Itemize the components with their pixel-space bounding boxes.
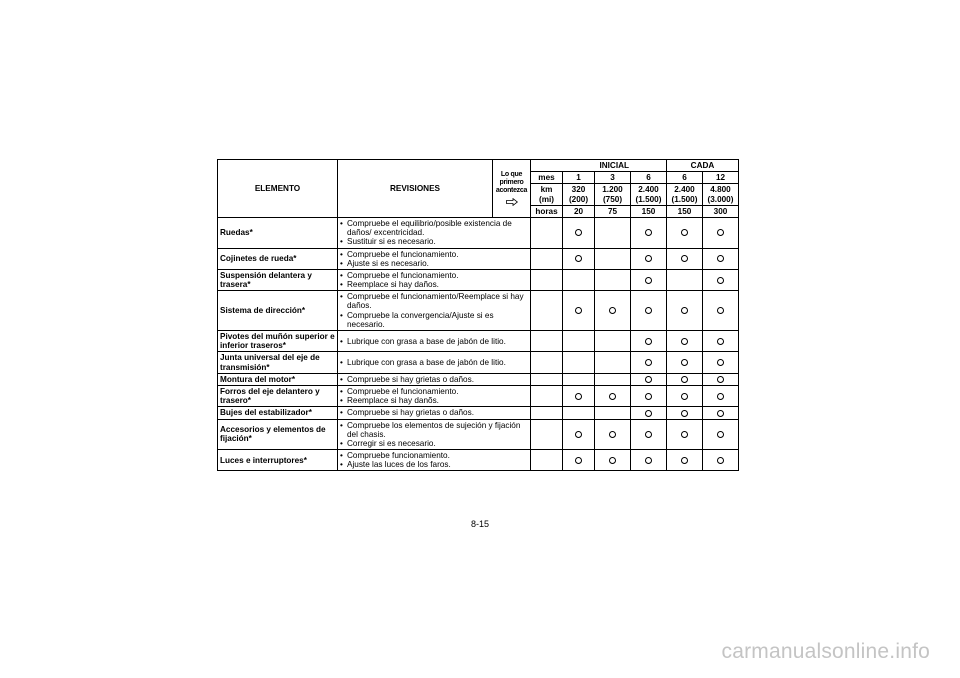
unit-column-cell <box>531 407 563 419</box>
interval-mark-cell <box>703 419 739 450</box>
interval-mark-cell <box>703 291 739 331</box>
watermark: carmanualsonline.info <box>721 640 930 663</box>
header-unit-spacer <box>531 160 563 172</box>
revision-item: • Corregir si es necesario. <box>340 439 528 448</box>
unit-column-cell <box>531 331 563 352</box>
interval-mark-cell <box>631 419 667 450</box>
revision-item: • Compruebe el funcionamiento. <box>340 387 528 396</box>
table-row <box>218 450 739 471</box>
interval-mark-cell <box>563 248 595 269</box>
interval-mark-cell <box>667 217 703 248</box>
interval-mark-cell <box>595 419 631 450</box>
unit-column-cell <box>531 352 563 373</box>
revision-list <box>340 421 528 449</box>
circle-mark-icon <box>681 229 688 236</box>
revision-list <box>340 408 528 417</box>
item-name: Ruedas* <box>218 217 338 248</box>
circle-mark-icon <box>575 393 582 400</box>
interval-mark-cell <box>667 407 703 419</box>
circle-mark-icon <box>645 393 652 400</box>
circle-mark-icon <box>681 338 688 345</box>
circle-mark-icon <box>575 307 582 314</box>
header-element: ELEMENTO <box>218 160 338 218</box>
interval-mark-cell <box>563 407 595 419</box>
circle-mark-icon <box>645 359 652 366</box>
circle-mark-icon <box>717 457 724 464</box>
table-row <box>218 373 739 385</box>
circle-mark-icon <box>645 457 652 464</box>
interval-mark-cell <box>703 352 739 373</box>
revision-cell <box>338 407 531 419</box>
table-body <box>218 217 739 471</box>
interval-mark-cell <box>631 269 667 290</box>
interval-mark-cell <box>631 373 667 385</box>
revision-item: • Reemplace si hay danõs. <box>340 396 528 405</box>
circle-mark-icon <box>717 376 724 383</box>
table-header <box>218 160 739 218</box>
interval-mark-cell <box>703 269 739 290</box>
item-name: Bujes del estabilizador* <box>218 407 338 419</box>
revision-cell <box>338 217 531 248</box>
interval-value: 2.400 (1.500) <box>631 184 667 205</box>
circle-mark-icon <box>717 277 724 284</box>
table-row <box>218 385 739 406</box>
interval-mark-cell <box>631 331 667 352</box>
interval-mark-cell <box>667 269 703 290</box>
circle-mark-icon <box>575 255 582 262</box>
circle-mark-icon <box>717 229 724 236</box>
interval-value: 4.800 (3.000) <box>703 184 739 205</box>
interval-mark-cell <box>563 385 595 406</box>
interval-mark-cell <box>667 373 703 385</box>
circle-mark-icon <box>575 431 582 438</box>
circle-mark-icon <box>609 393 616 400</box>
interval-mark-cell <box>563 217 595 248</box>
revision-item: • Compruebe el funcionamiento. <box>340 271 528 280</box>
unit-column-cell <box>531 450 563 471</box>
revision-list <box>340 337 528 346</box>
interval-value: 150 <box>631 205 667 217</box>
circle-mark-icon <box>645 410 652 417</box>
item-name: Montura del motor* <box>218 373 338 385</box>
circle-mark-icon <box>717 359 724 366</box>
interval-mark-cell <box>595 291 631 331</box>
table-row <box>218 269 739 290</box>
interval-mark-cell <box>703 450 739 471</box>
revision-cell <box>338 385 531 406</box>
item-name: Luces e interruptores* <box>218 450 338 471</box>
interval-mark-cell <box>563 269 595 290</box>
interval-mark-cell <box>667 291 703 331</box>
circle-mark-icon <box>609 457 616 464</box>
revision-cell <box>338 269 531 290</box>
interval-mark-cell <box>703 373 739 385</box>
circle-mark-icon <box>645 338 652 345</box>
item-name: Pivotes del muñón superior e inferior traseros* <box>218 331 338 352</box>
interval-mark-cell <box>703 385 739 406</box>
unit-column-cell <box>531 248 563 269</box>
revision-item: • Ajuste si es necesario. <box>340 259 528 268</box>
interval-mark-cell <box>667 248 703 269</box>
interval-mark-cell <box>703 331 739 352</box>
item-name: Sistema de dirección* <box>218 291 338 331</box>
interval-mark-cell <box>595 407 631 419</box>
interval-mark-cell <box>563 352 595 373</box>
circle-mark-icon <box>717 410 724 417</box>
interval-value: 6 <box>667 172 703 184</box>
unit-label: km (mi) <box>531 184 563 205</box>
revision-list <box>340 219 528 247</box>
circle-mark-icon <box>645 277 652 284</box>
interval-mark-cell <box>595 331 631 352</box>
revision-cell <box>338 248 531 269</box>
interval-mark-cell <box>631 291 667 331</box>
page-number: 8-15 <box>470 519 489 529</box>
unit-column-cell <box>531 291 563 331</box>
item-name: Accesorios y elementos de fijación* <box>218 419 338 450</box>
interval-value: 320 (200) <box>563 184 595 205</box>
interval-value: 75 <box>595 205 631 217</box>
interval-mark-cell <box>631 450 667 471</box>
circle-mark-icon <box>575 229 582 236</box>
interval-mark-cell <box>667 352 703 373</box>
interval-mark-cell <box>595 269 631 290</box>
interval-mark-cell <box>595 450 631 471</box>
circle-mark-icon <box>609 431 616 438</box>
revision-list <box>340 451 528 469</box>
table-row <box>218 217 739 248</box>
revision-item: • Compruebe el funcionamiento. <box>340 250 528 259</box>
interval-value: 6 <box>631 172 667 184</box>
interval-mark-cell <box>667 450 703 471</box>
interval-value: 1.200 (750) <box>595 184 631 205</box>
revision-item: • Reemplace si hay daños. <box>340 280 528 289</box>
circle-mark-icon <box>717 338 724 345</box>
unit-column-cell <box>531 385 563 406</box>
circle-mark-icon <box>681 359 688 366</box>
circle-mark-icon <box>681 410 688 417</box>
revision-item: • Compruebe los elementos de sujeción y fijación del chasis. <box>340 421 528 439</box>
unit-column-cell <box>531 217 563 248</box>
revision-cell <box>338 331 531 352</box>
interval-mark-cell <box>703 407 739 419</box>
circle-mark-icon <box>681 255 688 262</box>
circle-mark-icon <box>717 307 724 314</box>
revision-cell <box>338 419 531 450</box>
interval-mark-cell <box>631 352 667 373</box>
interval-value: 3 <box>595 172 631 184</box>
interval-mark-cell <box>563 450 595 471</box>
interval-mark-cell <box>631 407 667 419</box>
interval-mark-cell <box>563 419 595 450</box>
table-row <box>218 331 739 352</box>
interval-value: 150 <box>667 205 703 217</box>
circle-mark-icon <box>645 376 652 383</box>
header-revisions: REVISIONES <box>338 160 493 218</box>
revision-list <box>340 358 528 367</box>
table-row <box>218 407 739 419</box>
interval-mark-cell <box>563 291 595 331</box>
maintenance-table <box>217 159 739 471</box>
revision-list <box>340 271 528 289</box>
revision-list <box>340 375 528 384</box>
circle-mark-icon <box>717 431 724 438</box>
table-row <box>218 419 739 450</box>
revision-item: • Sustituir si es necesario. <box>340 237 528 246</box>
circle-mark-icon <box>645 307 652 314</box>
circle-mark-icon <box>681 431 688 438</box>
circle-mark-icon <box>717 255 724 262</box>
interval-mark-cell <box>595 248 631 269</box>
table-row <box>218 248 739 269</box>
interval-value: 20 <box>563 205 595 217</box>
revision-item: • Compruebe funcionamiento. <box>340 451 528 460</box>
unit-label: mes <box>531 172 563 184</box>
interval-mark-cell <box>563 373 595 385</box>
unit-column-cell <box>531 419 563 450</box>
item-name: Forros del eje delantero y trasero* <box>218 385 338 406</box>
revision-item: • Compruebe el equilibrio/posible existencia de daños/ excentricidad. <box>340 219 528 237</box>
outline-right-arrow-icon <box>506 198 518 206</box>
interval-value: 12 <box>703 172 739 184</box>
interval-mark-cell <box>595 352 631 373</box>
circle-mark-icon <box>645 255 652 262</box>
circle-mark-icon <box>681 376 688 383</box>
revision-cell <box>338 352 531 373</box>
circle-mark-icon <box>681 457 688 464</box>
header-initial: INICIAL <box>563 160 667 172</box>
revision-list <box>340 387 528 405</box>
interval-mark-cell <box>631 248 667 269</box>
unit-column-cell <box>531 269 563 290</box>
revision-item: • Lubrique con grasa a base de jabón de litio. <box>340 337 528 346</box>
revision-item: • Lubrique con grasa a base de jabón de litio. <box>340 358 528 367</box>
revision-list <box>340 250 528 268</box>
item-name: Junta universal del eje de transmisión* <box>218 352 338 373</box>
item-name: Suspensión delantera y trasera* <box>218 269 338 290</box>
unit-column-cell <box>531 373 563 385</box>
interval-mark-cell <box>595 217 631 248</box>
interval-mark-cell <box>667 385 703 406</box>
circle-mark-icon <box>681 393 688 400</box>
interval-mark-cell <box>595 385 631 406</box>
interval-mark-cell <box>703 248 739 269</box>
revision-item: • Compruebe la convergencia/Ajuste si es necesario. <box>340 311 528 329</box>
circle-mark-icon <box>645 431 652 438</box>
interval-mark-cell <box>563 331 595 352</box>
revision-item: • Compruebe si hay grietas o daños. <box>340 408 528 417</box>
revision-cell <box>338 373 531 385</box>
interval-value: 1 <box>563 172 595 184</box>
unit-label: horas <box>531 205 563 217</box>
interval-mark-cell <box>703 217 739 248</box>
first-occurs-label: Lo que primero acontezca <box>495 170 528 194</box>
interval-mark-cell <box>595 373 631 385</box>
revision-cell <box>338 450 531 471</box>
circle-mark-icon <box>645 229 652 236</box>
interval-mark-cell <box>667 419 703 450</box>
circle-mark-icon <box>717 393 724 400</box>
table-row <box>218 291 739 331</box>
circle-mark-icon <box>681 307 688 314</box>
header-first-occurs <box>493 160 531 218</box>
revision-item: • Ajuste las luces de los faros. <box>340 460 528 469</box>
revision-list <box>340 292 528 329</box>
header-every: CADA <box>667 160 739 172</box>
circle-mark-icon <box>575 457 582 464</box>
interval-mark-cell <box>631 385 667 406</box>
interval-mark-cell <box>631 217 667 248</box>
interval-value: 2.400 (1.500) <box>667 184 703 205</box>
circle-mark-icon <box>609 307 616 314</box>
interval-mark-cell <box>667 331 703 352</box>
header-row-period <box>218 160 739 172</box>
revision-item: • Compruebe si hay grietas o daños. <box>340 375 528 384</box>
item-name: Cojinetes de rueda* <box>218 248 338 269</box>
table-row <box>218 352 739 373</box>
interval-value: 300 <box>703 205 739 217</box>
revision-cell <box>338 291 531 331</box>
revision-item: • Compruebe el funcionamiento/Reemplace si hay daños. <box>340 292 528 310</box>
